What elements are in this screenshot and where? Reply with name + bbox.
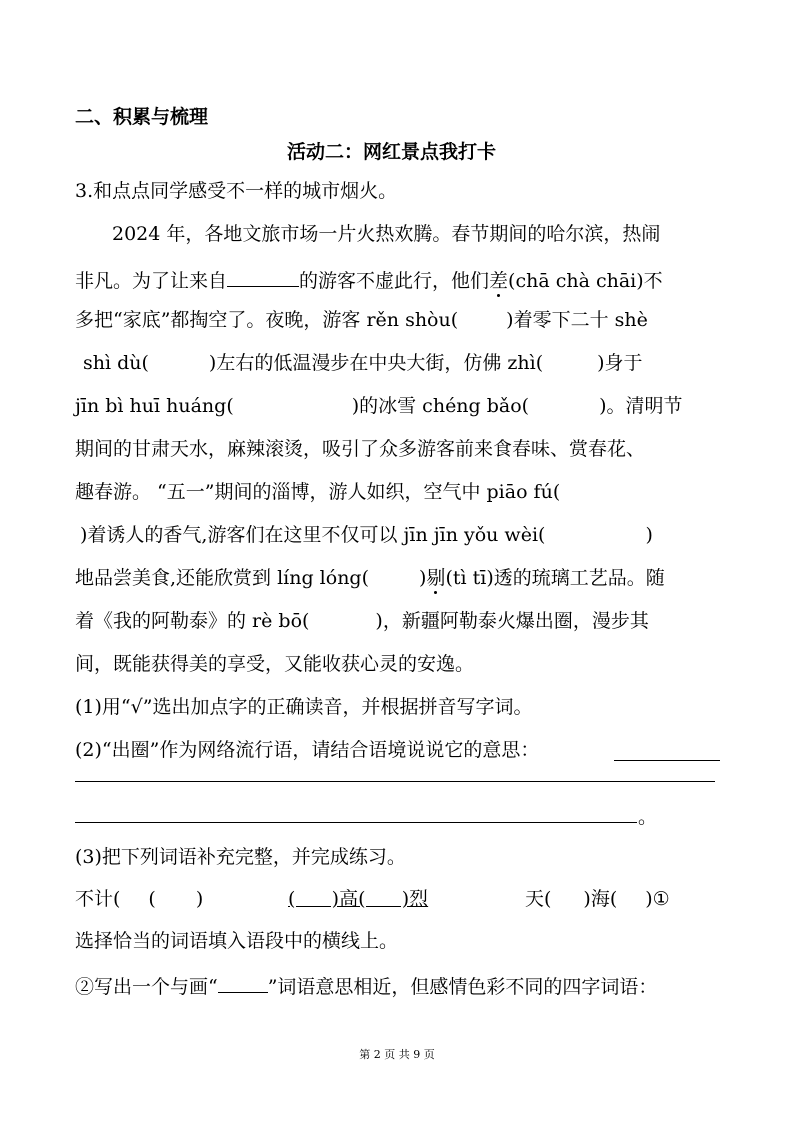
passage-line-10: 着《我的阿勒泰》的 rè bō( )，新疆阿勒泰火爆出圈，漫步其 bbox=[75, 610, 649, 632]
passage-line-3: 多把“家底”都掏空了。夜晚，游客 rěn shòu( )着零下二十 shè bbox=[75, 309, 648, 331]
activity-title: 活动二：网红景点我打卡 bbox=[287, 141, 497, 163]
sub-question-1: (1)用“√”选出加点字的正确读音，并根据拼音写字词。 bbox=[75, 696, 533, 718]
answer-line[interactable] bbox=[75, 781, 715, 782]
dotted-char: 剔 bbox=[426, 567, 446, 589]
answer-blank[interactable] bbox=[227, 268, 299, 287]
page-footer: 第 2 页 共 9 页 bbox=[359, 1048, 435, 1061]
passage-line-11: 间，既能获得美的享受，又能收获心灵的安逸。 bbox=[75, 653, 475, 675]
passage-line-4: shì dù( )左右的低温漫步在中央大街，仿佛 zhì( )身于 bbox=[83, 352, 643, 374]
sub-question-3: (3)把下列词语补充完整，并完成练习。 bbox=[75, 846, 406, 868]
passage-line-8: )着诱人的香气,游客们在这里不仅可以 jīn jīn yǒu wèi( ) bbox=[80, 524, 653, 546]
idiom-item-3: 天( )海( )① bbox=[525, 888, 670, 910]
answer-line[interactable] bbox=[75, 822, 637, 823]
passage-line-7: 趣春游。 “五一”期间的淄博，游人如织，空气中 piāo fú( bbox=[75, 481, 561, 503]
section-title: 二、积累与梳理 bbox=[75, 106, 209, 128]
passage-line-5: jīn bì huī huáng( )的冰雪 chéng bǎo( )。清明节 bbox=[75, 395, 683, 417]
sub2-end-period: 。 bbox=[638, 806, 658, 828]
dotted-char: 差 bbox=[489, 270, 509, 292]
passage-line-6: 期间的甘肃天水，麻辣滚烫，吸引了众多游客前来食春味、赏春花、 bbox=[75, 438, 646, 460]
passage-line-9: 地品尝美食,还能欣赏到 líng lóng( )剔(tì tī)透的琉璃工艺品。随 bbox=[75, 567, 665, 589]
sub-question-3-2: ②写出一个与画“ ”词语意思相近，但感情色彩不同的四字词语： bbox=[75, 976, 658, 998]
idiom-item-2: ( )高( )烈 bbox=[288, 888, 429, 910]
underline-sample bbox=[218, 974, 268, 993]
sub-question-3-1: 选择恰当的词语填入语段中的横线上。 bbox=[75, 930, 399, 952]
question-title: 3.和点点同学感受不一样的城市烟火。 bbox=[75, 180, 398, 202]
idiom-item-1: 不计( ( ) bbox=[75, 888, 204, 910]
answer-line[interactable] bbox=[614, 760, 720, 761]
sub-question-2: (2)“出圈”作为网络流行语，请结合语境说说它的意思： bbox=[75, 739, 540, 761]
passage-line-1: 2024 年，各地文旅市场一片火热欢腾。春节期间的哈尔滨，热闹 bbox=[112, 223, 661, 245]
passage-line-2: 非凡。为了让来自 的游客不虚此行，他们差(chā chà chāi)不 bbox=[75, 270, 663, 292]
